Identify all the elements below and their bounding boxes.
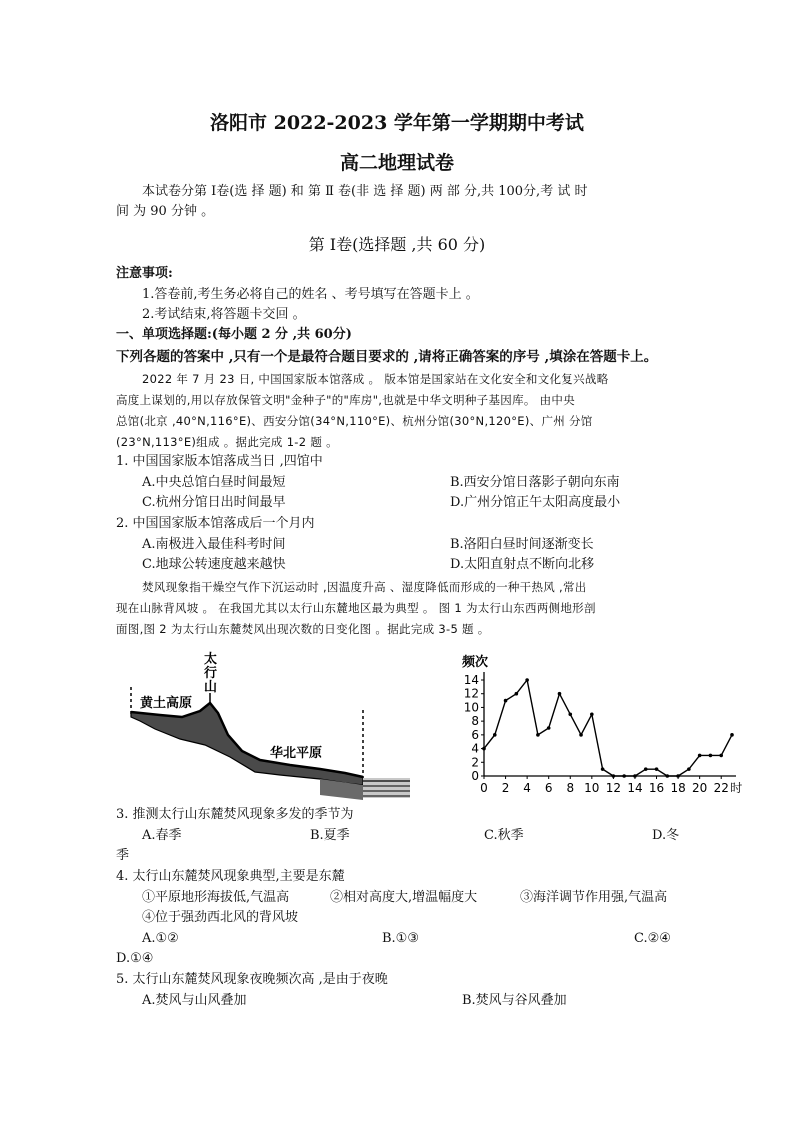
part-instruction: 下列各题的答案中 ,只有一个是最符合题目要求的 ,请将正确答案的序号 ,填涂在答题卡上。 [116,349,658,365]
x-tick-label: 14 [627,781,643,795]
part-heading: 一、单项选择题:(每小题 2 分 ,共 60分) [116,327,352,342]
intro-line-2: 间 为 90 分钟 。 [116,204,215,219]
y-tick-label: 2 [471,755,479,770]
q5-stem: 5. 太行山东麓焚风现象夜晚频次高 ,是由于夜晚 [116,972,388,987]
notice-item-2: 2.考试结束,将答题卡交回 。 [142,307,306,322]
x-tick-label: 2 [501,781,510,795]
q4-stem: 4. 太行山东麓焚风现象典型,主要是东麓 [116,869,345,884]
q4-statement-2: ②相对高度大,增温幅度大 [330,890,478,905]
x-tick-label: 0 [480,781,488,795]
x-tick-label: 18 [670,781,686,795]
passage1-line-1: 2022 年 7 月 23 日, 中国国家版本馆落成 。 版本馆是国家站在文化安全和文化复兴战略 [142,372,609,386]
foehn-frequency-chart [448,640,748,802]
q3-option-d-wrap: 季 [116,848,130,863]
label-north-china-plain: 华北平原 [270,746,323,761]
q1-option-c: C.杭州分馆日出时间最早 [142,495,286,510]
q4-option-a: A.①② [142,931,179,946]
data-point [515,692,519,696]
q5-option-b: B.焚风与谷风叠加 [462,993,567,1008]
y-tick-label: 10 [463,700,479,715]
q4-statement-3: ③海洋调节作用强,气温高 [520,890,668,905]
y-tick-label: 12 [463,686,479,701]
x-axis-label: 时 [730,781,743,795]
data-point [687,767,691,771]
label-loess-plateau: 黄土高原 [140,696,193,711]
q3-stem: 3. 推测太行山东麓焚风现象多发的季节为 [116,807,354,822]
data-point [612,774,616,778]
data-point [590,712,594,716]
q4-statement-4: ④位于强劲西北风的背风坡 [142,910,299,925]
q2-stem: 2. 中国国家版本馆落成后一个月内 [116,516,315,531]
q1-option-a: A.中央总馆白昼时间最短 [142,475,286,490]
data-point [558,692,562,696]
q4-option-c: C.②④ [634,931,671,946]
label-mountain-char-3: 山 [204,680,218,695]
q1-option-d: D.广州分馆正午太阳高度最小 [450,495,621,510]
x-tick-label: 4 [523,781,531,795]
data-point [666,774,670,778]
notice-item-1: 1.答卷前,考生务必将自己的姓名 、考号填写在答题卡上 。 [142,287,479,302]
terrain-profile-figure [120,645,420,805]
x-tick-label: 22 [713,781,729,795]
notice-heading: 注意事项: [116,266,173,281]
q3-option-a: A.春季 [142,828,182,843]
intro-line-1: 本试卷分第 I卷(选 择 题) 和 第 Ⅱ 卷(非 选 择 题) 两 部 分,共 100分,考 试 时 [142,184,588,199]
y-tick-label: 6 [471,727,479,742]
data-point [601,767,605,771]
data-point [676,774,680,778]
data-point [655,767,659,771]
x-tick-label: 10 [584,781,600,795]
data-point [493,733,497,737]
q2-option-d: D.太阳直射点不断向北移 [450,557,595,572]
data-point [633,774,637,778]
section-title: 第 I卷(选择题 ,共 60 分) [308,235,486,254]
data-point [504,699,508,703]
y-tick-label: 14 [463,673,479,687]
q4-option-b: B.①③ [382,931,419,946]
x-tick-label: 8 [566,781,575,795]
y-tick-label: 0 [471,769,479,783]
data-point [644,767,648,771]
data-point [482,747,486,751]
passage2-line-3: 面图,图 2 为太行山东麓焚风出现次数的日变化图 。据此完成 3-5 题 。 [116,622,490,636]
data-point [622,774,626,778]
q4-option-d: D.①④ [116,951,154,966]
data-point [536,733,540,737]
passage1-line-4: (23°N,113°E)组成 。据此完成 1-2 题 。 [116,435,338,449]
q1-option-b: B.西安分馆日落影子朝向东南 [450,475,620,490]
q2-option-b: B.洛阳白昼时间逐渐变长 [450,537,594,552]
y-tick-label: 4 [471,741,479,756]
data-point [709,754,713,758]
x-tick-label: 6 [544,781,553,795]
x-tick-label: 12 [605,781,622,795]
data-point [568,712,572,716]
passage1-line-2: 高度上谋划的,用以存放保管文明"金种子"的"库房",也就是中华文明种子基因库。 由中央 [116,393,576,407]
data-point [730,733,734,737]
q3-option-d: D.冬 [652,828,680,843]
y-tick-label: 8 [471,714,479,729]
data-point [698,754,702,758]
series-line [484,680,732,776]
data-point [719,754,723,758]
data-point [579,733,583,737]
passage2-line-1: 焚风现象指干燥空气作下沉运动时 ,因温度升高 、湿度降低而形成的一种干热风 ,常出 [142,580,587,594]
passage1-line-3: 总馆(北京 ,40°N,116°E)、西安分馆(34°N,110°E)、杭州分馆(30°N,120°E)、广州 分馆 [116,414,593,428]
y-axis-label: 频次 [462,655,489,670]
q3-option-b: B.夏季 [310,828,350,843]
label-mountain-char-1: 太 [204,652,218,667]
data-point [525,678,529,682]
q1-stem: 1. 中国国家版本馆落成当日 ,四馆中 [116,454,323,469]
q3-option-c: C.秋季 [484,828,524,843]
q2-option-c: C.地球公转速度越来越快 [142,557,286,572]
x-tick-label: 16 [648,781,665,795]
data-point [547,726,551,730]
exam-title: 洛阳市 2022-2023 学年第一学期期中考试 [210,112,584,134]
passage2-line-2: 现在山脉背风坡 。 在我国尤其以太行山东麓地区最为典型 。 图 1 为太行山东西两侧地形剖 [116,601,596,615]
x-tick-label: 20 [692,781,708,795]
q4-statement-1: ①平原地形海拔低,气温高 [142,890,290,905]
q2-option-a: A.南极进入最佳科考时间 [142,537,286,552]
q5-option-a: A.焚风与山风叠加 [142,993,247,1008]
exam-subtitle: 高二地理试卷 [339,152,454,174]
label-mountain-char-2: 行 [204,666,218,681]
